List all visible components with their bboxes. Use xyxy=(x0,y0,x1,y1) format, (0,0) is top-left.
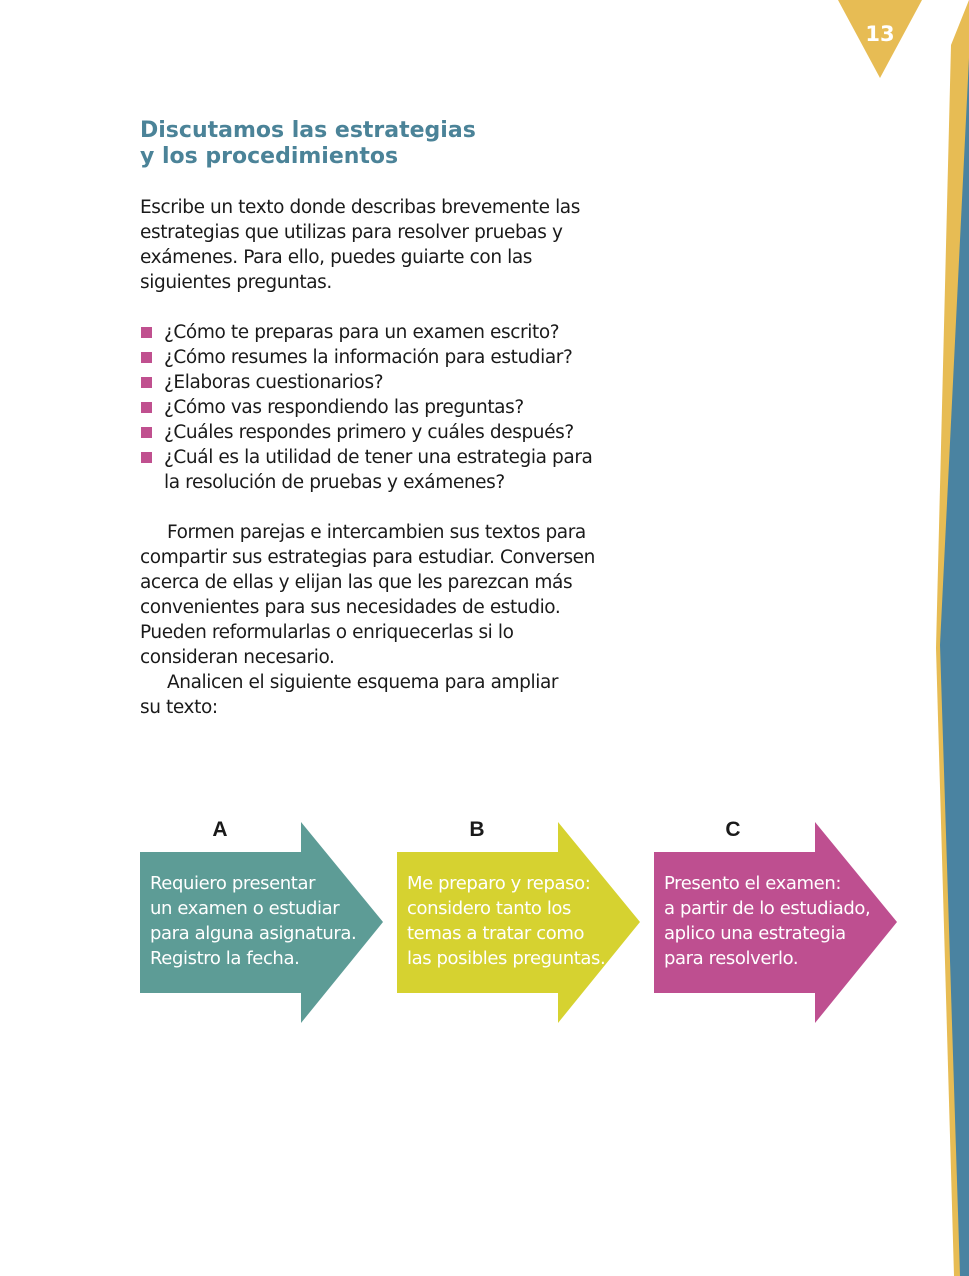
step-text-line: un examen o estudiar xyxy=(150,898,340,919)
list-item xyxy=(140,320,600,345)
step-text-line: Requiero presentar xyxy=(150,873,316,894)
text-line: Analicen el siguiente esquema para ampliar xyxy=(167,672,559,693)
step-text-line: Registro la fecha. xyxy=(150,948,300,969)
step-text-line: para resolverlo. xyxy=(664,948,799,969)
square-bullet-icon xyxy=(141,377,152,388)
text-line: siguientes preguntas. xyxy=(140,272,332,293)
step-text-line: considero tanto los xyxy=(407,898,572,919)
instructions-text xyxy=(140,520,595,720)
text-line: su texto: xyxy=(140,697,218,718)
text-line: consideran necesario. xyxy=(140,647,335,668)
step-c-letter: C xyxy=(725,818,741,841)
section-title-line: y los procedimientos xyxy=(140,144,399,169)
section-title xyxy=(140,118,476,170)
list-item xyxy=(140,370,600,395)
text-line: Escribe un texto donde describas brevemente las xyxy=(140,197,580,218)
list-item xyxy=(140,445,600,495)
text-line: exámenes. Para ello, puedes guiarte con las xyxy=(140,247,533,268)
step-text-line: las posibles preguntas. xyxy=(407,948,606,969)
question-text: ¿Cómo te preparas para un examen escrito? xyxy=(164,322,560,343)
text-line: convenientes para sus necesidades de estudio. xyxy=(140,597,561,618)
question-list xyxy=(140,320,600,495)
step-text-line: a partir de lo estudiado, xyxy=(664,898,871,919)
step-text-line: Me preparo y repaso: xyxy=(407,873,591,894)
question-text: la resolución de pruebas y exámenes? xyxy=(164,472,505,493)
text-line: Pueden reformularlas o enriquecerlas si lo xyxy=(140,622,514,643)
step-b-letter: B xyxy=(469,818,485,841)
section-title-line: Discutamos las estrategias xyxy=(140,118,476,143)
square-bullet-icon xyxy=(141,452,152,463)
text-line: acerca de ellas y elijan las que les parezcan más xyxy=(140,572,573,593)
step-text-line: temas a tratar como xyxy=(407,923,585,944)
intro-paragraph xyxy=(140,195,590,295)
text-line: estrategias que utilizas para resolver pruebas y xyxy=(140,222,563,243)
text-line: Formen parejas e intercambien sus textos para xyxy=(167,522,586,543)
step-text-line: aplico una estrategia xyxy=(664,923,846,944)
step-text-line: para alguna asignatura. xyxy=(150,923,357,944)
step-text-line: Presento el examen: xyxy=(664,873,841,894)
question-text: ¿Cuál es la utilidad de tener una estrategia para xyxy=(164,447,593,468)
step-b-text xyxy=(407,871,637,971)
question-text: ¿Cómo resumes la información para estudiar? xyxy=(164,347,573,368)
step-a-text xyxy=(150,871,380,971)
list-item xyxy=(140,420,600,445)
step-a-letter: A xyxy=(212,818,228,841)
page-number: 13 xyxy=(865,22,895,46)
list-item xyxy=(140,345,600,370)
question-text: ¿Elaboras cuestionarios? xyxy=(164,372,384,393)
square-bullet-icon xyxy=(141,427,152,438)
question-text: ¿Cuáles respondes primero y cuáles después? xyxy=(164,422,574,443)
text-line: compartir sus estrategias para estudiar. Conversen xyxy=(140,547,595,568)
square-bullet-icon xyxy=(141,352,152,363)
question-text: ¿Cómo vas respondiendo las preguntas? xyxy=(164,397,524,418)
square-bullet-icon xyxy=(141,327,152,338)
step-c-text xyxy=(664,871,894,971)
list-item xyxy=(140,395,600,420)
square-bullet-icon xyxy=(141,402,152,413)
